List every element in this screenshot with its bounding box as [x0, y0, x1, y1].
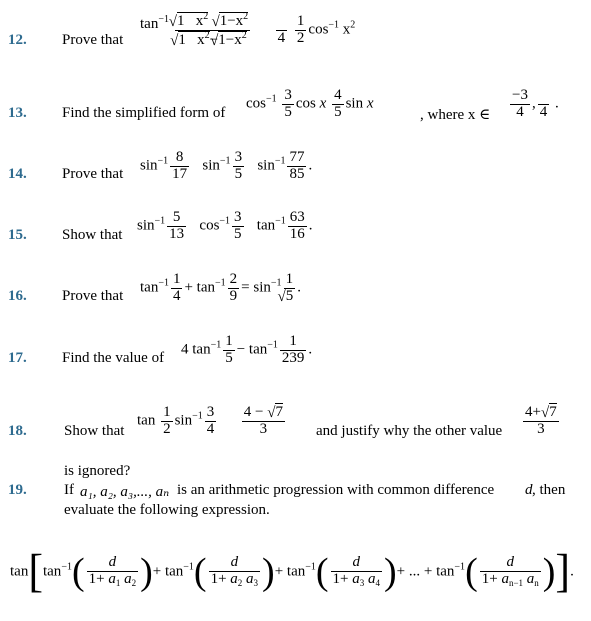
problem-number: 14. — [8, 166, 27, 182]
problem-lead: If — [64, 482, 74, 498]
problem-line-1-end: , then — [532, 482, 566, 498]
math-expression: $\tan[\tan^{-1}$( $\frac{d}{1+ a_1 a_2}$ )+ $\tan^{-1}$( $\frac{d}{1+ a_2 a_3}$ )+ $\tan^{-1}$( $\frac{d}{1+ a_3 a_4}$ )+ ... + $\tan^{-1}$( $\frac{d}{1+ a_{n-1} a_n}$ )]. — [10, 545, 574, 598]
problem-number: 16. — [8, 288, 27, 304]
problem-lead: Prove that — [62, 166, 124, 182]
problem-lead: Show that — [64, 423, 125, 439]
math-expression: $\cos^{-1}$ $\frac{3}{5}$ cos x $\frac{4}{5}$ sin x — [246, 87, 374, 120]
problem-line-2: evaluate the following expression. — [64, 502, 270, 518]
problem-number: 15. — [8, 227, 27, 243]
problem-number: 17. — [8, 350, 27, 366]
interval: $\frac{-3}{4}$ , 4 . — [512, 87, 559, 120]
math-expression: $\sin^{-1}$ $\frac{8}{17}$ $\sin^{-1}$ $\frac{3}{5}$ $\sin^{-1}$ $\frac{77}{85}$ . — [140, 149, 313, 182]
problem-line-1: is an arithmetic progression with common difference — [177, 482, 495, 498]
problem-lead: Show that — [62, 227, 123, 243]
problem-lead: Find the value of — [62, 350, 165, 366]
problem-lead: Find the simplified form of — [62, 105, 226, 121]
problem-tail-2: is ignored? — [64, 463, 131, 479]
problem-lead: Prove that — [62, 288, 124, 304]
math-expression: $\sin^{-1}$ $\frac{5}{13}$ $\cos^{-1}$ $\frac{3}{5}$ $\tan^{-1}$ $\frac{63}{16}$ . — [137, 209, 313, 242]
sequence: a₁, a₂, a₃,..., aₙ — [80, 484, 170, 500]
problem-lead: Prove that — [62, 32, 124, 48]
math-expression: $\tan^{-1}$ √ 1 $x^2$ √ $1-x^2$ √ 1 $x^2-√$ $1-x^2$ 4 $\frac{1}{2}$ $\cos^{-1} x^2$ — [140, 12, 355, 49]
math-expression: $\tan^{-1}$ $\frac{1}{4}$ + $\tan^{-1}$ $\frac{2}{9}$ = $\sin^{-1}$ 1 √ 5 . — [140, 272, 301, 305]
problem-number: 12. — [8, 32, 27, 48]
problem-number: 19. — [8, 482, 27, 498]
problem-tail: and justify why the other value — [316, 423, 503, 439]
math-expression: tan $\frac{1}{2}$ $\sin^{-1}$ $\frac{3}{4}$ $\frac{4 - √ 7}{3}$ — [137, 405, 287, 438]
math-expression: 4 $\tan^{-1}$ $\frac{1}{5}$ − $\tan^{-1}$ $\frac{1}{239}$ . — [181, 333, 313, 366]
problem-number: 13. — [8, 105, 27, 121]
other-value: $\frac{4+√ 7}{3}$ — [521, 405, 561, 438]
problem-number: 18. — [8, 423, 27, 439]
common-difference: d — [525, 482, 533, 498]
problem-tail: , where x ∈ — [420, 107, 491, 123]
